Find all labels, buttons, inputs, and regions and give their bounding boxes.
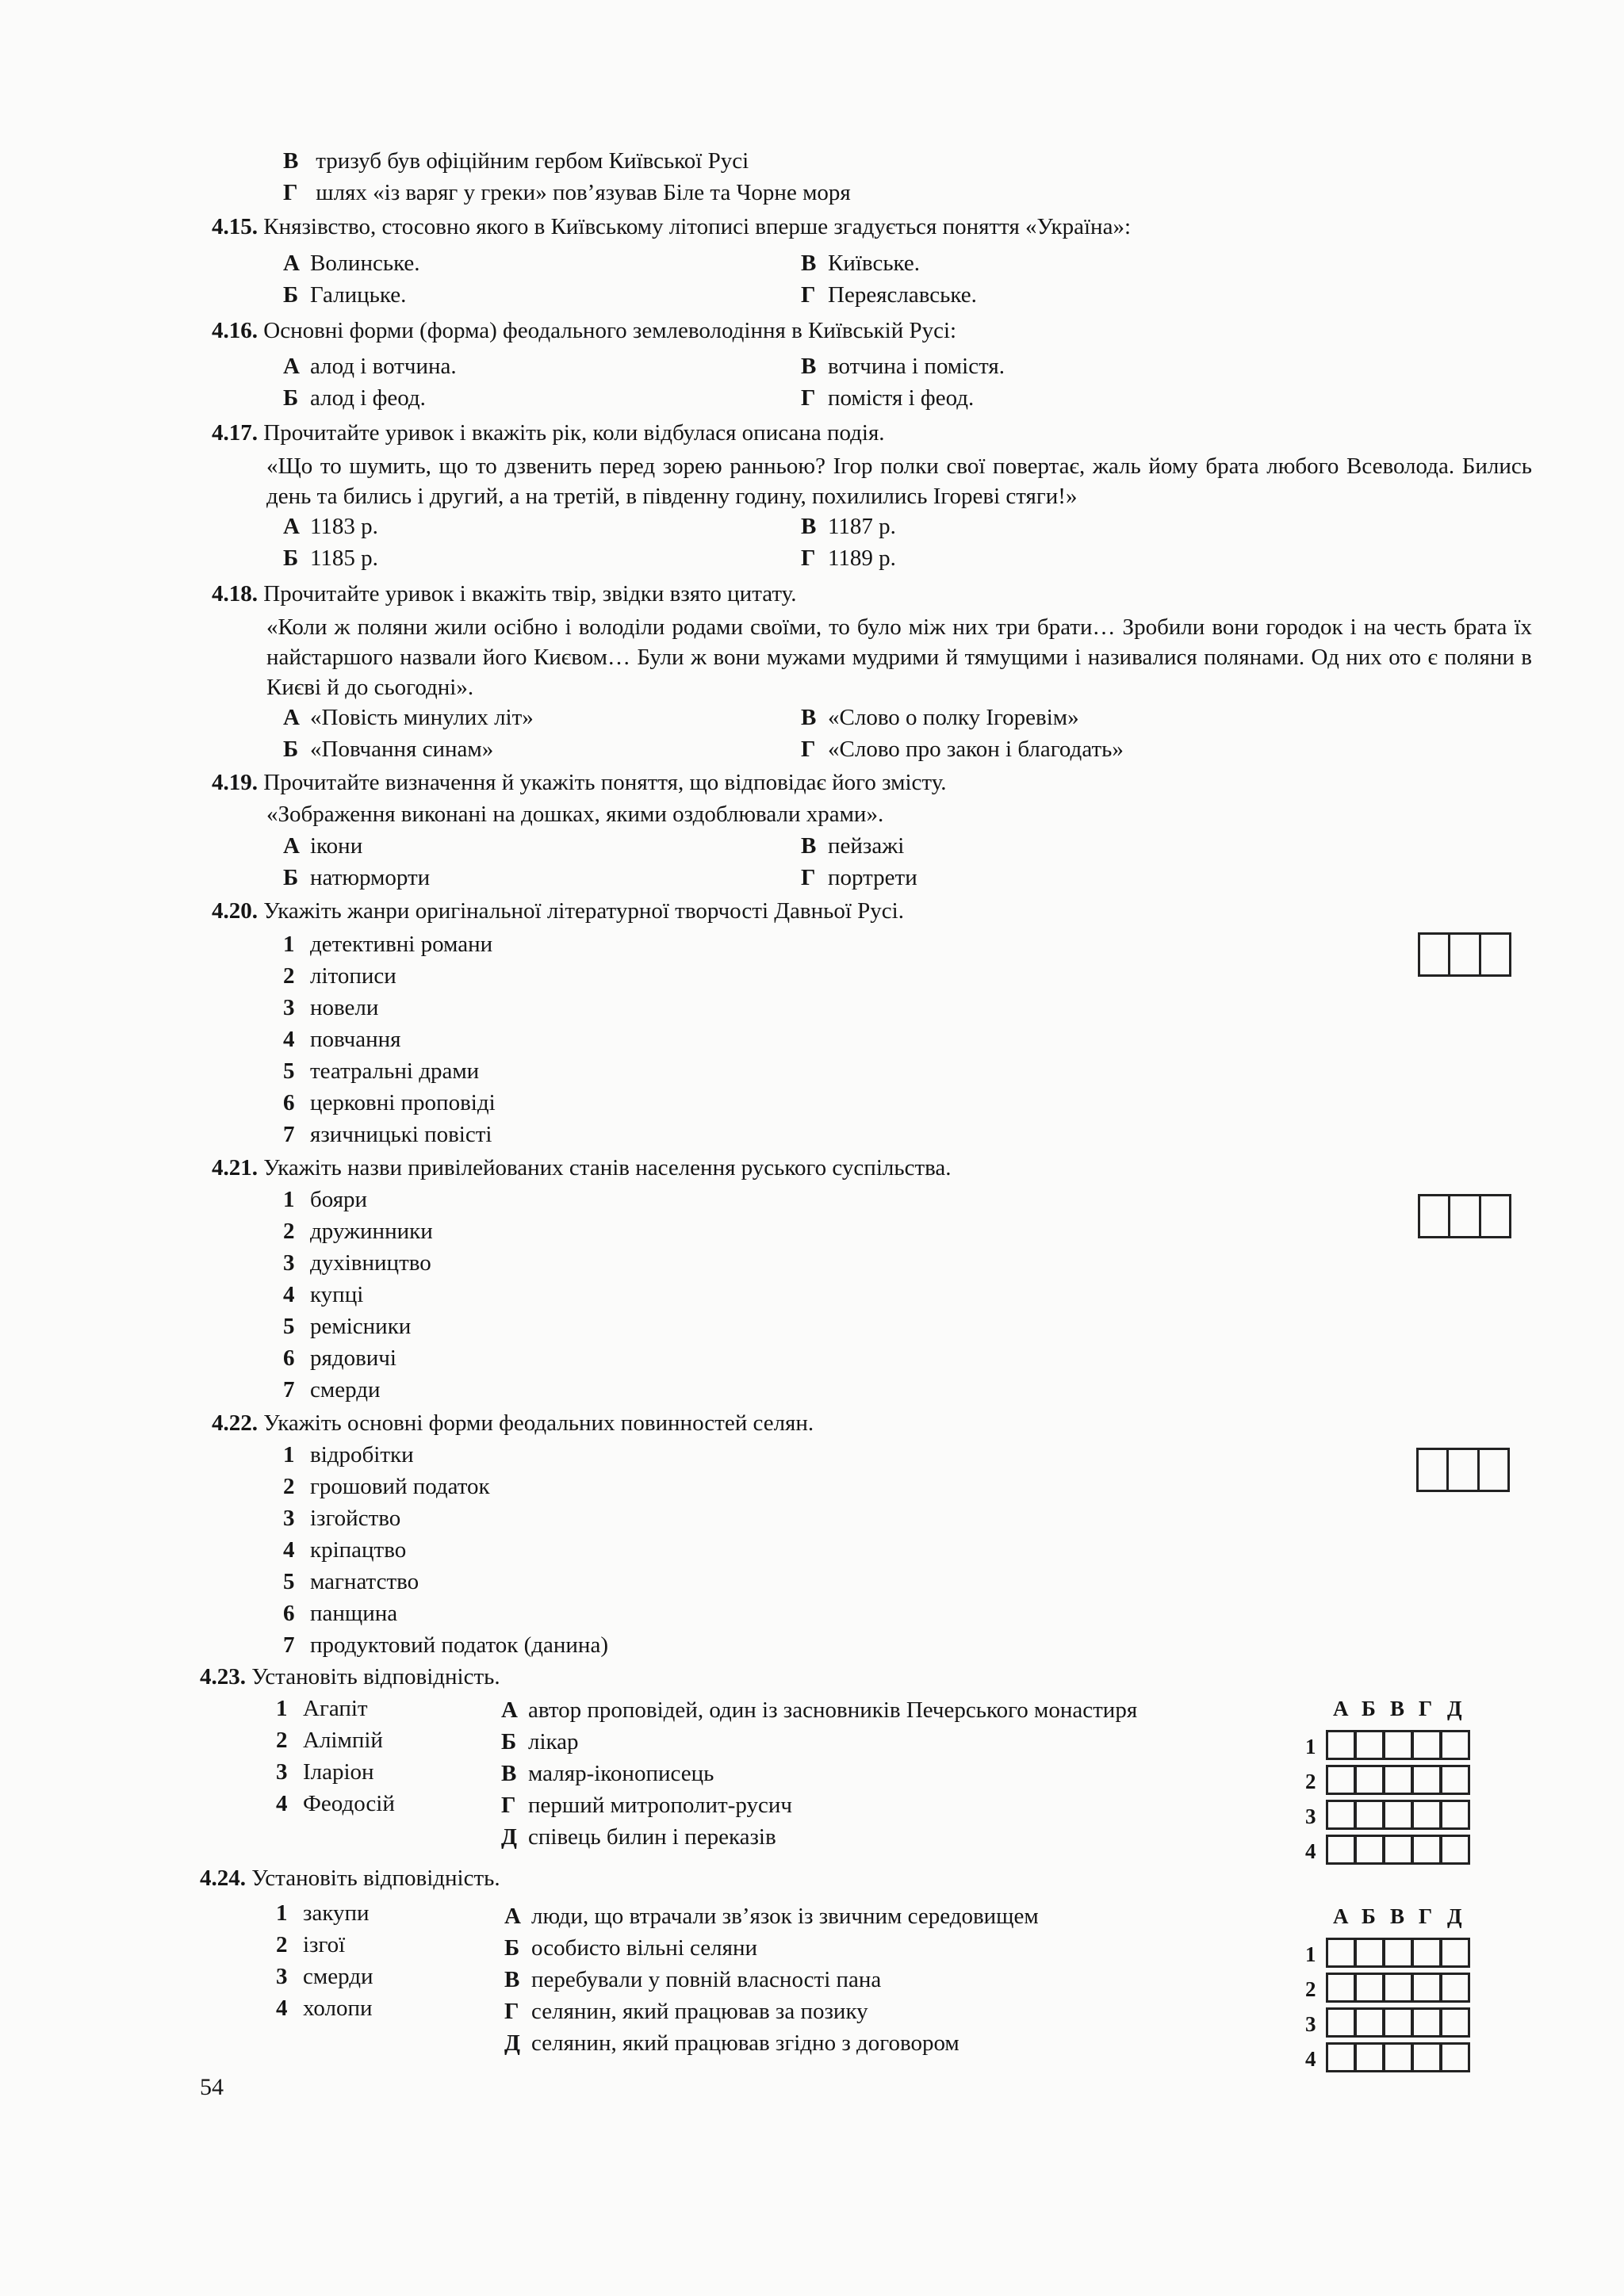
option-g	[801, 543, 896, 573]
item-text: магнатство	[310, 1569, 419, 1594]
item-number: 4	[276, 1791, 288, 1816]
list-item	[283, 1471, 490, 1502]
option-letter: А	[504, 1904, 521, 1929]
match-right-item	[504, 1996, 868, 2026]
question-text: Основні форми (форма) феодального землеволодіння в Київській Русі:	[263, 318, 957, 343]
option-text: помістя і феод.	[828, 385, 975, 411]
option-b	[283, 543, 378, 573]
question-text: Укажіть жанри оригінальної літературної творчості Давньої Русі.	[263, 898, 904, 924]
match-left-item	[276, 1693, 368, 1724]
question-number: 4.18.	[212, 581, 258, 607]
grid-cell[interactable]	[1440, 1938, 1470, 1968]
option-b	[283, 863, 430, 893]
grid-cell[interactable]	[1440, 1765, 1470, 1795]
option-text: алод і вотчина.	[310, 354, 457, 379]
item-number: 6	[283, 1090, 295, 1115]
item-text: кріпацтво	[310, 1537, 407, 1563]
option-text: ікони	[310, 833, 363, 859]
option-letter: Г	[501, 1793, 516, 1818]
option-b	[283, 280, 406, 310]
grid-cell[interactable]	[1383, 1800, 1413, 1830]
answer-grid	[1300, 1697, 1507, 1871]
item-text: відробітки	[310, 1442, 414, 1468]
option-letter: Г	[504, 1999, 519, 2024]
option-letter: В	[801, 251, 817, 276]
answer-box[interactable]	[1479, 1194, 1511, 1238]
match-left-item	[276, 1961, 373, 1992]
match-right-item	[504, 1965, 881, 1995]
grid-row-number: 1	[1305, 1735, 1316, 1758]
question-text: Укажіть основні форми феодальних повинностей селян.	[263, 1410, 814, 1436]
option-v	[801, 831, 904, 861]
grid-cell[interactable]	[1383, 1973, 1413, 2003]
list-item	[283, 1343, 396, 1373]
grid-cell[interactable]	[1354, 2042, 1385, 2072]
grid-cell[interactable]	[1440, 1730, 1470, 1760]
item-number: 4	[283, 1027, 295, 1052]
option-text: 1187 р.	[828, 514, 896, 539]
question-number: 4.16.	[212, 318, 258, 343]
match-right-item	[501, 1758, 714, 1789]
answer-boxes	[1416, 1448, 1510, 1492]
list-item	[283, 929, 492, 959]
option-text: шлях «із варяг у греки» пов’язував Біле та Чорне моря	[316, 180, 851, 205]
grid-column-header: Б	[1362, 1697, 1376, 1720]
grid-cell[interactable]	[1383, 1765, 1413, 1795]
grid-cell[interactable]	[1440, 1973, 1470, 2003]
grid-cell[interactable]	[1354, 1973, 1385, 2003]
grid-cell[interactable]	[1411, 1730, 1442, 1760]
item-text: бояри	[310, 1187, 368, 1212]
grid-column-header: В	[1390, 1697, 1405, 1720]
option-v	[801, 511, 896, 541]
question-4-17	[212, 418, 885, 448]
grid-column-header: Д	[1447, 1904, 1462, 1928]
question-4-22	[212, 1408, 814, 1438]
grid-cell[interactable]	[1326, 1730, 1356, 1760]
grid-cell[interactable]	[1411, 2007, 1442, 2038]
question-4-19	[212, 767, 947, 798]
grid-column-header: Б	[1362, 1904, 1376, 1928]
grid-row-number: 3	[1305, 1804, 1316, 1828]
list-item	[283, 1440, 414, 1470]
option-v	[801, 702, 1079, 733]
question-number: 4.24.	[200, 1866, 246, 1891]
list-item	[283, 1088, 496, 1118]
option-letter: Г	[801, 737, 816, 762]
list-item	[283, 1056, 479, 1086]
list-item	[283, 1567, 419, 1597]
option-text: перебували у повній власності пана	[531, 1967, 882, 1992]
grid-cell[interactable]	[1383, 1730, 1413, 1760]
match-left-item	[276, 1725, 383, 1755]
item-text: детективні романи	[310, 932, 493, 957]
list-item	[283, 1248, 431, 1278]
option-letter: В	[801, 833, 817, 859]
item-text: повчання	[310, 1027, 401, 1052]
list-item	[283, 1535, 406, 1565]
option-letter: Б	[283, 737, 299, 762]
option-letter: В	[504, 1967, 520, 1992]
item-text: Іларіон	[303, 1759, 374, 1785]
option-text: «Слово о полку Ігоревім»	[828, 705, 1079, 730]
item-number: 5	[283, 1058, 295, 1084]
list-item	[283, 1184, 367, 1215]
option-letter: А	[501, 1697, 518, 1723]
grid-column-header: Г	[1419, 1697, 1433, 1720]
grid-row-number: 3	[1305, 2012, 1316, 2036]
option-text: люди, що втрачали зв’язок із звичним середовищем	[531, 1904, 1039, 1929]
item-number: 7	[283, 1122, 295, 1147]
grid-cell[interactable]	[1411, 1765, 1442, 1795]
item-number: 7	[283, 1377, 295, 1402]
answer-box[interactable]	[1418, 1194, 1450, 1238]
grid-cell[interactable]	[1383, 1938, 1413, 1968]
question-4-15	[212, 212, 1131, 242]
grid-cell[interactable]	[1354, 1765, 1385, 1795]
grid-cell[interactable]	[1354, 1800, 1385, 1830]
option-text: пейзажі	[828, 833, 905, 859]
list-item	[283, 1311, 411, 1341]
grid-cell[interactable]	[1440, 2042, 1470, 2072]
item-text: дружинники	[310, 1219, 433, 1244]
item-number: 3	[283, 1250, 295, 1276]
quote-text: «Що то шумить, що то дзвенить перед зорею ранньою? Ігор полки свої повертає, жаль йому брата любого Всеволода. Бились день та бились і другий, а на третій, в південну годину, похилились Ігореві стяги!»	[266, 453, 1532, 509]
option-text: тризуб був офіційним гербом Київської Русі	[316, 148, 749, 174]
list-item	[283, 1119, 492, 1150]
question-4-24	[200, 1863, 500, 1893]
grid-column-header: А	[1333, 1697, 1349, 1720]
item-number: 5	[283, 1569, 295, 1594]
option-text: Переяславське.	[828, 282, 977, 308]
grid-cell[interactable]	[1354, 1938, 1385, 1968]
option-letter: Г	[801, 865, 816, 890]
option-letter: В	[801, 514, 817, 539]
list-item	[283, 1024, 400, 1054]
grid-cell[interactable]	[1440, 2007, 1470, 2038]
item-number: 4	[283, 1282, 295, 1307]
question-text: Прочитайте визначення й укажіть поняття, що відповідає його змісту.	[263, 770, 947, 795]
item-number: 1	[276, 1696, 288, 1721]
question-text: Прочитайте уривок і вкажіть твір, звідки взято цитату.	[263, 581, 797, 607]
question-4-23	[200, 1662, 500, 1692]
match-left-item	[276, 1930, 345, 1960]
item-number: 3	[276, 1759, 288, 1785]
option-letter: А	[283, 705, 300, 730]
option-letter: Б	[283, 865, 299, 890]
option-text: «Повість минулих літ»	[310, 705, 534, 730]
grid-cell[interactable]	[1326, 1973, 1356, 2003]
grid-cell[interactable]	[1326, 2042, 1356, 2072]
answer-grid	[1300, 1904, 1507, 2079]
match-right-item	[504, 2028, 959, 2058]
option-text: алод і феод.	[310, 385, 426, 411]
list-item	[283, 1375, 381, 1405]
item-number: 6	[283, 1601, 295, 1626]
item-text: новели	[310, 995, 379, 1020]
option-letter: Г	[801, 385, 816, 411]
item-text: духівництво	[310, 1250, 431, 1276]
option-a	[283, 831, 362, 861]
match-left-item	[276, 1757, 374, 1787]
list-item	[283, 1598, 397, 1628]
item-number: 2	[283, 963, 295, 989]
grid-row-number: 2	[1305, 1770, 1316, 1793]
answer-box[interactable]	[1416, 1448, 1449, 1492]
grid-cell[interactable]	[1326, 1800, 1356, 1830]
option-letter: А	[283, 514, 300, 539]
answer-box[interactable]	[1448, 932, 1480, 977]
item-text: грошовий податок	[310, 1474, 490, 1499]
grid-column-header: Д	[1447, 1697, 1462, 1720]
item-text: купці	[310, 1282, 364, 1307]
question-text: Установіть відповідність.	[251, 1664, 500, 1689]
item-text: літописи	[310, 963, 396, 989]
item-number: 2	[276, 1728, 288, 1753]
item-number: 2	[283, 1219, 295, 1244]
item-number: 3	[283, 995, 295, 1020]
item-text: язичницькі повісті	[310, 1122, 492, 1147]
grid-cell[interactable]	[1354, 1835, 1385, 1865]
option-text: вотчина і помістя.	[828, 354, 1005, 379]
grid-row-number: 4	[1305, 1839, 1316, 1863]
option-letter: Г	[801, 282, 816, 308]
item-number: 3	[283, 1506, 295, 1531]
grid-cell[interactable]	[1383, 1835, 1413, 1865]
match-left-item	[276, 1993, 373, 2023]
option-text: портрети	[828, 865, 917, 890]
question-text: Установіть відповідність.	[251, 1866, 500, 1891]
item-text: рядовичі	[310, 1345, 396, 1371]
item-text: ізгойство	[310, 1506, 401, 1531]
item-text: смерди	[310, 1377, 381, 1402]
item-number: 1	[276, 1900, 288, 1926]
grid-cell[interactable]	[1411, 1800, 1442, 1830]
option-text: особисто вільні селяни	[531, 1935, 758, 1961]
option-text: перший митрополит-русич	[528, 1793, 792, 1818]
answer-box[interactable]	[1446, 1448, 1479, 1492]
question-4-20	[212, 896, 904, 926]
match-right-item	[501, 1822, 776, 1852]
option-letter: В	[501, 1761, 517, 1786]
option-a	[283, 702, 534, 733]
option-letter: Г	[283, 180, 298, 205]
item-text: ізгої	[303, 1932, 346, 1957]
option-letter: Д	[504, 2030, 520, 2056]
answer-box[interactable]	[1418, 932, 1450, 977]
option-text: 1185 р.	[310, 545, 378, 571]
question-number: 4.21.	[212, 1155, 258, 1181]
item-text: Агапіт	[303, 1696, 368, 1721]
option-b	[283, 734, 493, 764]
item-number: 4	[283, 1537, 295, 1563]
item-number: 6	[283, 1345, 295, 1371]
grid-row-number: 4	[1305, 2047, 1316, 2071]
option-text: «Слово про закон і благодать»	[828, 737, 1124, 762]
option-letter: А	[283, 354, 300, 379]
grid-cell[interactable]	[1383, 2042, 1413, 2072]
question-number: 4.20.	[212, 898, 258, 924]
item-number: 3	[276, 1964, 288, 1989]
option-text: Київське.	[828, 251, 921, 276]
list-item	[283, 1216, 433, 1246]
option-g	[801, 863, 917, 893]
grid-row-number: 1	[1305, 1942, 1316, 1966]
question-text: Князівство, стосовно якого в Київському літописі вперше згадується поняття «Україна»:	[263, 214, 1132, 239]
item-text: холопи	[303, 1996, 373, 2021]
list-item	[283, 993, 378, 1023]
option-b	[283, 383, 426, 413]
grid-cell[interactable]	[1440, 1835, 1470, 1865]
option-letter: Б	[283, 282, 299, 308]
question-number: 4.22.	[212, 1410, 258, 1436]
question-number: 4.17.	[212, 420, 258, 446]
grid-cell[interactable]	[1326, 1938, 1356, 1968]
grid-cell[interactable]	[1411, 1938, 1442, 1968]
match-right-item	[501, 1695, 1137, 1725]
match-left-item	[276, 1898, 370, 1928]
item-number: 1	[283, 932, 295, 957]
option-text: 1183 р.	[310, 514, 378, 539]
option-letter: В	[801, 705, 817, 730]
question-4-16	[212, 316, 956, 346]
option-v	[801, 351, 1005, 381]
answer-box[interactable]	[1479, 932, 1511, 977]
prev-option-v	[283, 146, 749, 176]
match-left-item	[276, 1789, 395, 1819]
grid-cell[interactable]	[1411, 2042, 1442, 2072]
answer-box[interactable]	[1448, 1194, 1480, 1238]
item-number: 1	[283, 1187, 295, 1212]
option-letter: А	[283, 833, 300, 859]
answer-boxes	[1418, 1194, 1511, 1238]
item-text: церковні проповіді	[310, 1090, 496, 1115]
item-number: 5	[283, 1314, 295, 1339]
option-text: співець билин і переказів	[528, 1824, 776, 1850]
item-text: панщина	[310, 1601, 398, 1626]
match-right-item	[501, 1790, 792, 1820]
option-letter: Г	[801, 545, 816, 571]
grid-cell[interactable]	[1354, 1730, 1385, 1760]
item-number: 1	[283, 1442, 295, 1468]
option-text: селянин, який працював згідно з договором	[531, 2030, 959, 2056]
option-a	[283, 248, 420, 278]
item-text: закупи	[303, 1900, 370, 1926]
option-text: лікар	[528, 1729, 579, 1755]
answer-box[interactable]	[1477, 1448, 1510, 1492]
option-letter: Б	[501, 1729, 517, 1755]
prev-option-g	[283, 178, 851, 208]
grid-column-header: Г	[1419, 1904, 1433, 1928]
question-number: 4.23.	[200, 1664, 246, 1689]
quote-text: «Зображення виконані на дошках, якими оздоблювали храми».	[266, 802, 884, 827]
option-text: автор проповідей, один із засновників Печерського монастиря	[528, 1697, 1138, 1723]
question-text: Укажіть назви привілейованих станів населення руського суспільства.	[263, 1155, 952, 1181]
question-4-18	[212, 579, 796, 609]
quote-text: «Коли ж поляни жили осібно і володіли родами своїми, то було між них три брати… Зробили вони городок і на честь брата їх найстаршого назвали його Києвом… Були ж вони мужами мудрими й тямущими і називалися полянами. Од них ото є поляни в Києві й до сьогодні».	[266, 614, 1532, 700]
option-a	[283, 511, 378, 541]
option-g	[801, 383, 974, 413]
item-number: 4	[276, 1996, 288, 2021]
grid-cell[interactable]	[1411, 1973, 1442, 2003]
grid-column-header: А	[1333, 1904, 1349, 1928]
option-a	[283, 351, 457, 381]
option-letter: В	[801, 354, 817, 379]
list-item	[283, 1280, 363, 1310]
item-text: продуктовий податок (данина)	[310, 1632, 608, 1658]
item-text: смерди	[303, 1964, 373, 1989]
option-text: Галицьке.	[310, 282, 407, 308]
grid-cell[interactable]	[1326, 1765, 1356, 1795]
list-item	[283, 1630, 608, 1660]
grid-cell[interactable]	[1354, 2007, 1385, 2038]
option-letter: А	[283, 251, 300, 276]
grid-cell[interactable]	[1326, 1835, 1356, 1865]
option-text: селянин, який працював за позику	[531, 1999, 868, 2024]
grid-cell[interactable]	[1411, 1835, 1442, 1865]
grid-row-number: 2	[1305, 1977, 1316, 2001]
list-item	[283, 961, 396, 991]
grid-cell[interactable]	[1440, 1800, 1470, 1830]
match-right-item	[501, 1727, 579, 1757]
option-g	[801, 280, 977, 310]
option-letter: Д	[501, 1824, 517, 1850]
option-text: Волинське.	[310, 251, 420, 276]
option-letter: Б	[504, 1935, 520, 1961]
answer-boxes	[1418, 932, 1511, 977]
grid-column-header: В	[1390, 1904, 1405, 1928]
item-number: 2	[283, 1474, 295, 1499]
item-text: театральні драми	[310, 1058, 480, 1084]
item-text: Алімпій	[303, 1728, 383, 1753]
option-text: «Повчання синам»	[310, 737, 494, 762]
question-number: 4.15.	[212, 214, 258, 239]
option-text: натюрморти	[310, 865, 431, 890]
item-number: 7	[283, 1632, 295, 1658]
question-4-21	[212, 1153, 952, 1183]
question-number: 4.19.	[212, 770, 258, 795]
match-right-item	[504, 1933, 757, 1963]
item-number: 2	[276, 1932, 288, 1957]
question-text: Прочитайте уривок і вкажіть рік, коли відбулася описана подія.	[263, 420, 885, 446]
option-v	[801, 248, 920, 278]
option-text: маляр-іконописець	[528, 1761, 714, 1786]
page-number: 54	[200, 2074, 224, 2100]
grid-cell[interactable]	[1326, 2007, 1356, 2038]
option-text: 1189 р.	[828, 545, 896, 571]
option-letter: В	[283, 148, 299, 174]
option-letter: Б	[283, 385, 299, 411]
list-item	[283, 1503, 400, 1533]
option-g	[801, 734, 1124, 764]
grid-cell[interactable]	[1383, 2007, 1413, 2038]
item-text: ремісники	[310, 1314, 412, 1339]
match-right-item	[504, 1901, 1039, 1931]
option-letter: Б	[283, 545, 299, 571]
item-text: Феодосій	[303, 1791, 395, 1816]
